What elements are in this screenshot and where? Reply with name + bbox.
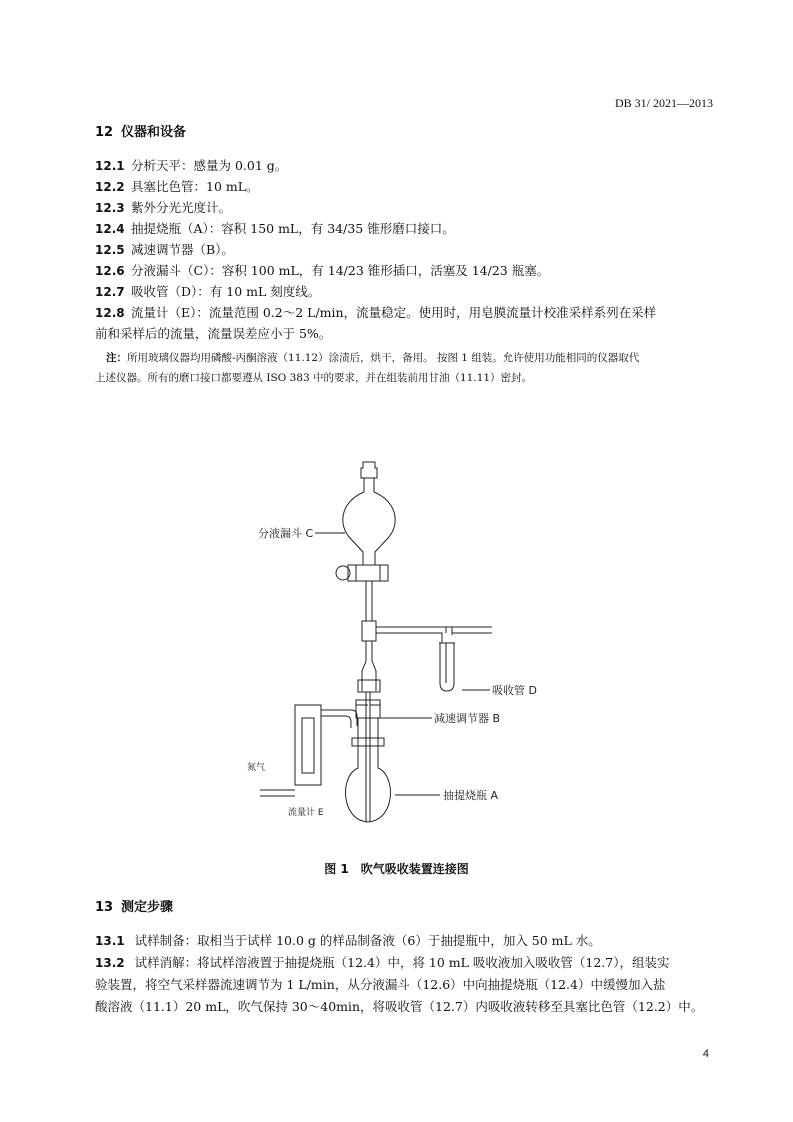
figure-title: 吹气吸收装置连接图 bbox=[360, 862, 469, 876]
item-12-6 bbox=[95, 260, 725, 282]
page-number: 4 bbox=[702, 1048, 709, 1060]
funnel-stopper bbox=[361, 462, 377, 478]
flowmeter-outlet bbox=[321, 710, 357, 728]
side-arm-extension bbox=[452, 627, 492, 633]
item-12-7 bbox=[95, 281, 725, 303]
nitrogen-label: 氮气 bbox=[247, 763, 266, 773]
note-line2 bbox=[95, 368, 713, 388]
flask-label: 抽提烧瓶 A bbox=[443, 789, 499, 802]
item-number: 12.3 bbox=[95, 201, 125, 215]
item-text-line2: 前和采样后的流量，流量误差应小于 5%。 bbox=[95, 326, 332, 341]
item-12-8 bbox=[95, 302, 725, 324]
item-number: 12.6 bbox=[95, 264, 125, 278]
item-text: 分析天平：感量为 0.01 g。 bbox=[131, 158, 288, 173]
item-12-3 bbox=[95, 197, 725, 219]
item-text: 分液漏斗（C）：容积 100 mL，有 14/23 锥形插口，活塞及 14/23 瓶塞。 bbox=[131, 263, 550, 278]
funnel-label: 分液漏斗 C bbox=[258, 527, 314, 540]
side-arm-bend bbox=[446, 627, 452, 635]
item-text-line1: 试样消解：将试样溶液置于抽提烧瓶（12.4）中，将 10 mL 吸收液加入吸收管（12.7），组装实 bbox=[134, 955, 670, 970]
item-text: 吸收管（D）：有 10 mL 刻度线。 bbox=[131, 284, 321, 299]
section-title: 仪器和设备 bbox=[121, 125, 187, 140]
item-13-2-line2 bbox=[95, 974, 725, 996]
figure-number: 图 1 bbox=[324, 862, 349, 876]
document-id: DB 31/ 2021—2013 bbox=[614, 96, 713, 110]
item-13-1 bbox=[95, 930, 725, 952]
item-13-2 bbox=[95, 952, 725, 974]
item-12-2 bbox=[95, 176, 725, 198]
item-12-8-continued bbox=[95, 323, 725, 344]
item-number: 12.7 bbox=[95, 285, 125, 299]
funnel-stopcock bbox=[348, 565, 388, 581]
item-text: 抽提烧瓶（A）：容积 150 mL，有 34/35 锥形磨口接口。 bbox=[131, 221, 455, 236]
section-12-heading bbox=[95, 121, 186, 140]
item-12-5 bbox=[95, 239, 725, 261]
item-number: 13.1 bbox=[95, 934, 125, 948]
item-text: 试样制备：取相当于试样 10.0 g 的样品制备液（6）于抽提瓶中，加入 50 mL 水。 bbox=[134, 933, 601, 948]
nitrogen-inlet bbox=[260, 790, 295, 796]
regulator-body bbox=[356, 700, 380, 718]
absorber-label: 吸收管 D bbox=[492, 684, 537, 697]
item-12-4 bbox=[95, 218, 725, 240]
absorber-tube bbox=[440, 643, 454, 691]
note-text: 所用玻璃仪器均用磷酸-丙酮溶液（11.12）涂渍后，烘干，备用。 按图 1 组装。允许使用功能相同的仪器取代 bbox=[127, 352, 640, 364]
item-number: 12.1 bbox=[95, 159, 125, 173]
item-number: 12.2 bbox=[95, 180, 125, 194]
item-text: 具塞比色管：10 mL。 bbox=[131, 179, 259, 194]
item-number: 12.5 bbox=[95, 243, 125, 257]
item-text-line2: 验装置，将空气采样器流速调节为 1 L/min，从分液漏斗（12.6）中向抽提烧瓶（12.4）中缓慢加入盐 bbox=[95, 977, 666, 992]
item-text: 紫外分光光度计。 bbox=[131, 200, 232, 215]
section-number: 13 bbox=[95, 900, 114, 915]
note-line1 bbox=[106, 348, 724, 368]
lower-joint bbox=[358, 680, 380, 692]
item-number: 12.8 bbox=[95, 306, 125, 320]
flowmeter-window bbox=[302, 718, 314, 773]
flask-inner-tube bbox=[366, 692, 370, 822]
figure-caption bbox=[0, 860, 793, 877]
note-label: 注： bbox=[106, 352, 127, 364]
item-13-2-line3 bbox=[95, 996, 725, 1018]
note-text: 上述仪器。所有的磨口接口都要遵从 ISO 383 中的要求，并在组装前用甘油（11.11）密封。 bbox=[95, 372, 533, 384]
item-text-line3: 酸溶液（11.1）20 mL，吹气保持 30～40min，将吸收管（12.7）内吸收液转移至具塞比色管（12.2）中。 bbox=[95, 999, 704, 1014]
stopcock-lines bbox=[356, 565, 380, 581]
side-arm-tube bbox=[376, 627, 446, 643]
item-text: 减速调节器（B）。 bbox=[131, 242, 234, 257]
item-number: 12.4 bbox=[95, 222, 125, 236]
tee-joint bbox=[362, 621, 376, 641]
flask-neck-band bbox=[352, 738, 384, 746]
regulator-label: 减速调节器 B bbox=[434, 712, 501, 725]
flask-body bbox=[346, 718, 391, 822]
funnel-body bbox=[343, 492, 395, 565]
item-12-1 bbox=[95, 155, 725, 177]
flowmeter-label: 流量计 E bbox=[288, 808, 324, 818]
apparatus-diagram bbox=[230, 455, 537, 835]
lower-stem bbox=[362, 641, 376, 691]
funnel-stem bbox=[366, 581, 372, 621]
funnel-neck bbox=[364, 478, 374, 492]
section-number: 12 bbox=[95, 125, 114, 140]
item-number: 13.2 bbox=[95, 956, 125, 970]
section-13-heading bbox=[95, 896, 173, 915]
section-title: 测定步骤 bbox=[121, 900, 174, 915]
item-text-line1: 流量计（E）：流量范围 0.2～2 L/min，流量稳定。使用时，用皂膜流量计校准采样系列在采样 bbox=[131, 305, 657, 320]
